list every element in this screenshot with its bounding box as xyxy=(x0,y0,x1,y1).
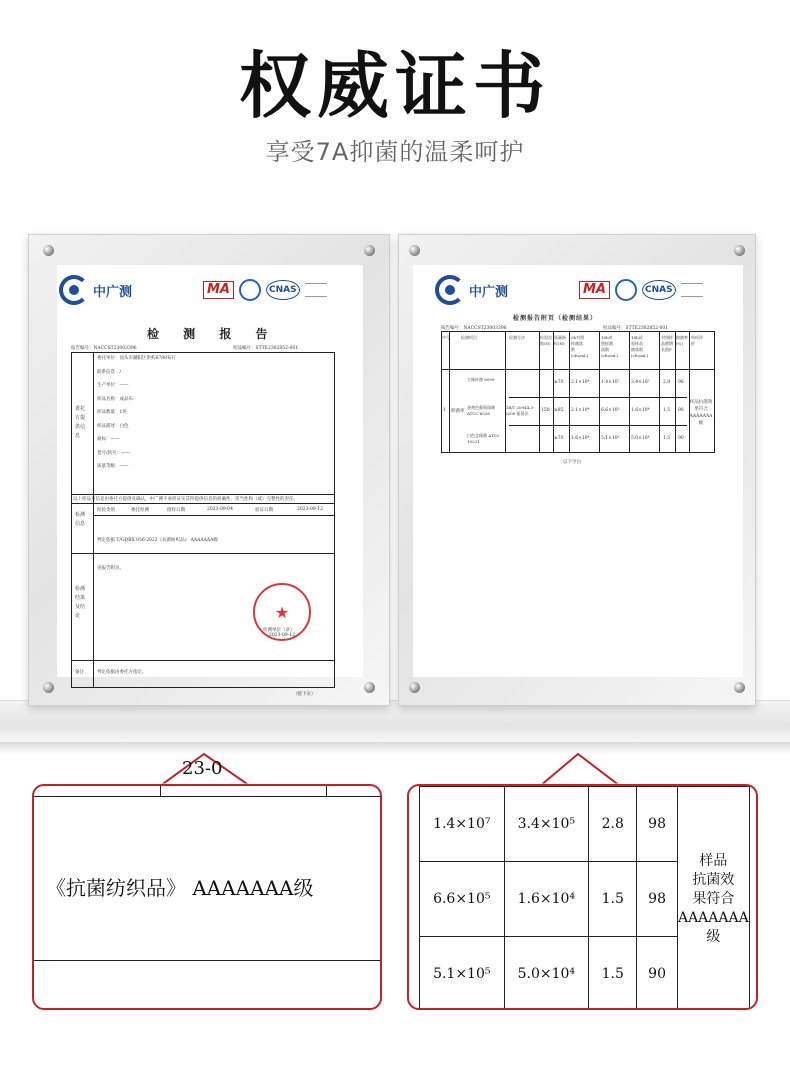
zoom-table-row xyxy=(420,787,750,862)
results-header-cell: 抑菌率(%) xyxy=(676,335,688,346)
appendix-title: 检测报告附页（检测结果） xyxy=(513,315,598,322)
results-header-cell: 0h对照样菌落数(cfu/mL) xyxy=(571,335,589,358)
stamp-date: 2023-09-12 xyxy=(269,633,295,638)
zoom-callout-right xyxy=(407,784,758,1010)
blank-note: 以下空白 xyxy=(563,460,581,465)
screw-icon xyxy=(364,682,375,693)
results-header-cell: 检测项目 xyxy=(461,335,477,340)
t18-count-cell: 5.0×10⁴ xyxy=(631,436,650,441)
certificate-paper-right xyxy=(413,265,743,677)
zoom-cell-c18: 6.6×10⁵ xyxy=(420,862,505,937)
page-subtitle: 享受7A抑菌的温柔呵护 xyxy=(265,138,525,166)
results-header-cell: 单项评价 xyxy=(691,335,703,346)
evaluation-text: 样品抗菌效果符合AAAAAAA级 xyxy=(689,400,713,426)
brand-logo-text: 中广测 xyxy=(469,284,509,300)
zoom-cell-rate: 90 xyxy=(637,937,677,1011)
zoom-evaluation-line: 抗菌效 xyxy=(692,871,735,888)
results-header-cell: 质量指标(N) xyxy=(554,335,566,346)
results-header-cell: 序号 xyxy=(442,335,450,340)
item-name: 抑菌率 xyxy=(451,409,465,414)
zoom-evaluation-line: 级 xyxy=(706,928,721,945)
detect-info-cell: 委托检测 xyxy=(131,508,149,513)
display-shelf xyxy=(0,700,790,742)
screw-icon xyxy=(734,245,745,256)
brand-logo xyxy=(59,275,132,305)
zoom-cell-t18: 3.4×10⁵ xyxy=(504,787,589,862)
h0-count-cell: 2.1×10⁴ xyxy=(571,380,590,385)
zoom-evaluation-line: 果符合 xyxy=(692,890,735,907)
quality-index-cell: ≥70 xyxy=(554,436,564,441)
t18-count-cell: 3.4×10⁵ xyxy=(631,380,650,385)
detect-number: 检品编号：STTE2302852-001 xyxy=(233,346,299,351)
screw-icon xyxy=(43,682,54,693)
zoom-cell-t18: 5.0×10⁴ xyxy=(504,937,589,1011)
brand-logo xyxy=(435,275,508,305)
test-method: GB/T 20944.3-2008 振荡法 xyxy=(505,405,535,416)
zoom-cell-rate: 98 xyxy=(637,862,677,937)
item-number: 1 xyxy=(443,408,446,413)
detect-number: 检品编号：STTE2302852-001 xyxy=(603,326,669,331)
zoom-cell-rate: 98 xyxy=(637,787,677,862)
zoom-cell-c18: 1.4×10⁷ xyxy=(420,787,505,862)
cnas-mark: CNAS xyxy=(266,280,300,300)
star-icon: ★ xyxy=(274,602,290,622)
remark-text: 判定依据由委托方指定。 xyxy=(97,670,147,675)
strain-cell: 白色念珠菌 ATCC 10231 xyxy=(467,433,500,444)
result-text: 见报告附页。 xyxy=(97,566,124,571)
judge-basis: 判定依据 T/GDBX 056-2022《抗菌纺织品》 AAAAAAA级 xyxy=(97,538,218,543)
section-client-label: 委托方提供信息 xyxy=(75,406,86,439)
client-info-row: 样品描述：白色 xyxy=(97,423,129,429)
zoom-partial-date: 23-0 xyxy=(182,758,223,779)
screw-icon xyxy=(409,682,420,693)
ilac-mark-icon xyxy=(615,279,637,301)
page-title: 权威证书 xyxy=(238,44,551,128)
cnas-note-icon xyxy=(681,283,703,297)
c18-count-cell: 6.6×10⁵ xyxy=(601,408,620,413)
certificate-paper-left xyxy=(57,265,363,697)
detect-info-cell: 2023-09-12 xyxy=(297,507,323,512)
results-header-cell: 检验次数(N) xyxy=(540,335,552,346)
quality-index-cell: ≥70 xyxy=(554,380,564,385)
detect-info-cell: 检验类别 xyxy=(97,508,115,513)
accreditation-marks xyxy=(203,279,327,301)
zoom-callout-left xyxy=(32,784,382,1010)
test-count: 150 xyxy=(541,408,550,413)
client-info-row: 委托单位：汕头市潮阳区贵屿6789布行 xyxy=(97,356,176,361)
strain-cell: 大肠杆菌 8099 xyxy=(467,377,495,382)
stamp-unit-text: 检测单位（章） xyxy=(263,628,295,633)
inhibition-rate-cell: 90 xyxy=(678,436,684,441)
brand-logo-icon xyxy=(435,275,465,305)
growth-value-cell: 2.8 xyxy=(663,380,671,385)
brand-logo-text: 中广测 xyxy=(93,284,133,300)
results-header-cell: 对照样品菌增长值F xyxy=(661,335,673,352)
growth-value-cell: 1.5 xyxy=(663,408,671,413)
results-header-cell: 检测方法 xyxy=(509,335,525,340)
growth-value-cell: 1.5 xyxy=(663,436,671,441)
section-result-label: 检测结果及结论 xyxy=(75,586,86,619)
client-info-row: 样品名称：成品布 xyxy=(97,396,133,402)
zoom-evaluation-line: 样品 xyxy=(699,852,728,869)
c18-count-cell: 5.1×10⁵ xyxy=(601,436,620,441)
client-info-row: 质量等级：—— xyxy=(97,464,129,469)
zoom-evaluation-cell xyxy=(677,787,749,1011)
zoom-results-table xyxy=(419,786,750,1010)
strain-cell: 金黄色葡萄球菌 ATCC 6538 xyxy=(467,405,495,416)
shelf-shadow xyxy=(0,742,790,754)
zoom-evaluation-line: AAAAAAA xyxy=(677,909,749,926)
client-info-row: 生产单位：—— xyxy=(97,383,129,388)
cnas-mark: CNAS xyxy=(642,280,676,300)
screw-icon xyxy=(734,682,745,693)
client-info-row: 联系信息：/ xyxy=(97,369,122,375)
ilac-mark-icon xyxy=(239,279,261,301)
zoom-cell-f: 2.8 xyxy=(589,787,637,862)
brand-logo-icon xyxy=(59,275,89,305)
screw-icon xyxy=(409,245,420,256)
client-info-row: 样品数量：1块 xyxy=(97,410,127,415)
zoom-cell-c18: 5.1×10⁵ xyxy=(420,937,505,1011)
ma-mark: MA xyxy=(579,281,610,299)
remark-label: 备注 xyxy=(75,670,84,675)
results-header-cell: 18h试验样品菌落数(cfu/mL) xyxy=(631,335,649,358)
c18-count-cell: 1.4×10⁷ xyxy=(601,380,620,385)
h0-count-cell: 2.1×10⁴ xyxy=(571,408,590,413)
next-page-note: （接下页） xyxy=(293,692,316,697)
detect-info-cell: 验证日期 xyxy=(255,508,273,513)
cnas-note-icon xyxy=(305,283,327,297)
zoom-judge-text: 《抗菌纺织品》 AAAAAAA级 xyxy=(46,876,314,900)
detect-info-cell: 2023-09-04 xyxy=(207,507,233,512)
notice-text: 以上样品及信息由委托方提供及确认，中广测不承担证实其所提供信息的准确性、适当性和（或）完整性的责任。 xyxy=(73,497,298,502)
detect-info-cell: 接样日期 xyxy=(167,508,185,513)
certificate-frame-right xyxy=(398,234,756,706)
client-info-row: 货号/款号：—— xyxy=(97,450,131,456)
zoom-cell-f: 1.5 xyxy=(589,862,637,937)
screw-icon xyxy=(43,245,54,256)
t18-count-cell: 1.6×10⁴ xyxy=(631,408,650,413)
report-number: 报告编号：NACCST23003396 xyxy=(71,346,137,351)
screw-icon xyxy=(364,245,375,256)
accreditation-marks xyxy=(579,279,703,301)
zoom-cell-t18: 1.6×10⁴ xyxy=(504,862,589,937)
report-number: 报告编号：NACCST23003396 xyxy=(441,326,507,331)
h0-count-cell: 1.6×10⁴ xyxy=(571,436,590,441)
zoom-notch-right xyxy=(540,752,620,786)
report-title: 检 测 报 告 xyxy=(147,327,278,341)
section-detect-label: 检测信息 xyxy=(75,512,86,527)
quality-index-cell: ≥85 xyxy=(554,408,564,413)
certificate-frame-left xyxy=(28,234,390,706)
results-header-cell: 18h对照样菌落数(cfu/mL) xyxy=(601,335,619,358)
ma-mark: MA xyxy=(203,281,234,299)
inhibition-rate-cell: 98 xyxy=(678,380,684,385)
inhibition-rate-cell: 98 xyxy=(678,408,684,413)
client-info-row: 商标：—— xyxy=(97,437,120,442)
zoom-cell-f: 1.5 xyxy=(589,937,637,1011)
